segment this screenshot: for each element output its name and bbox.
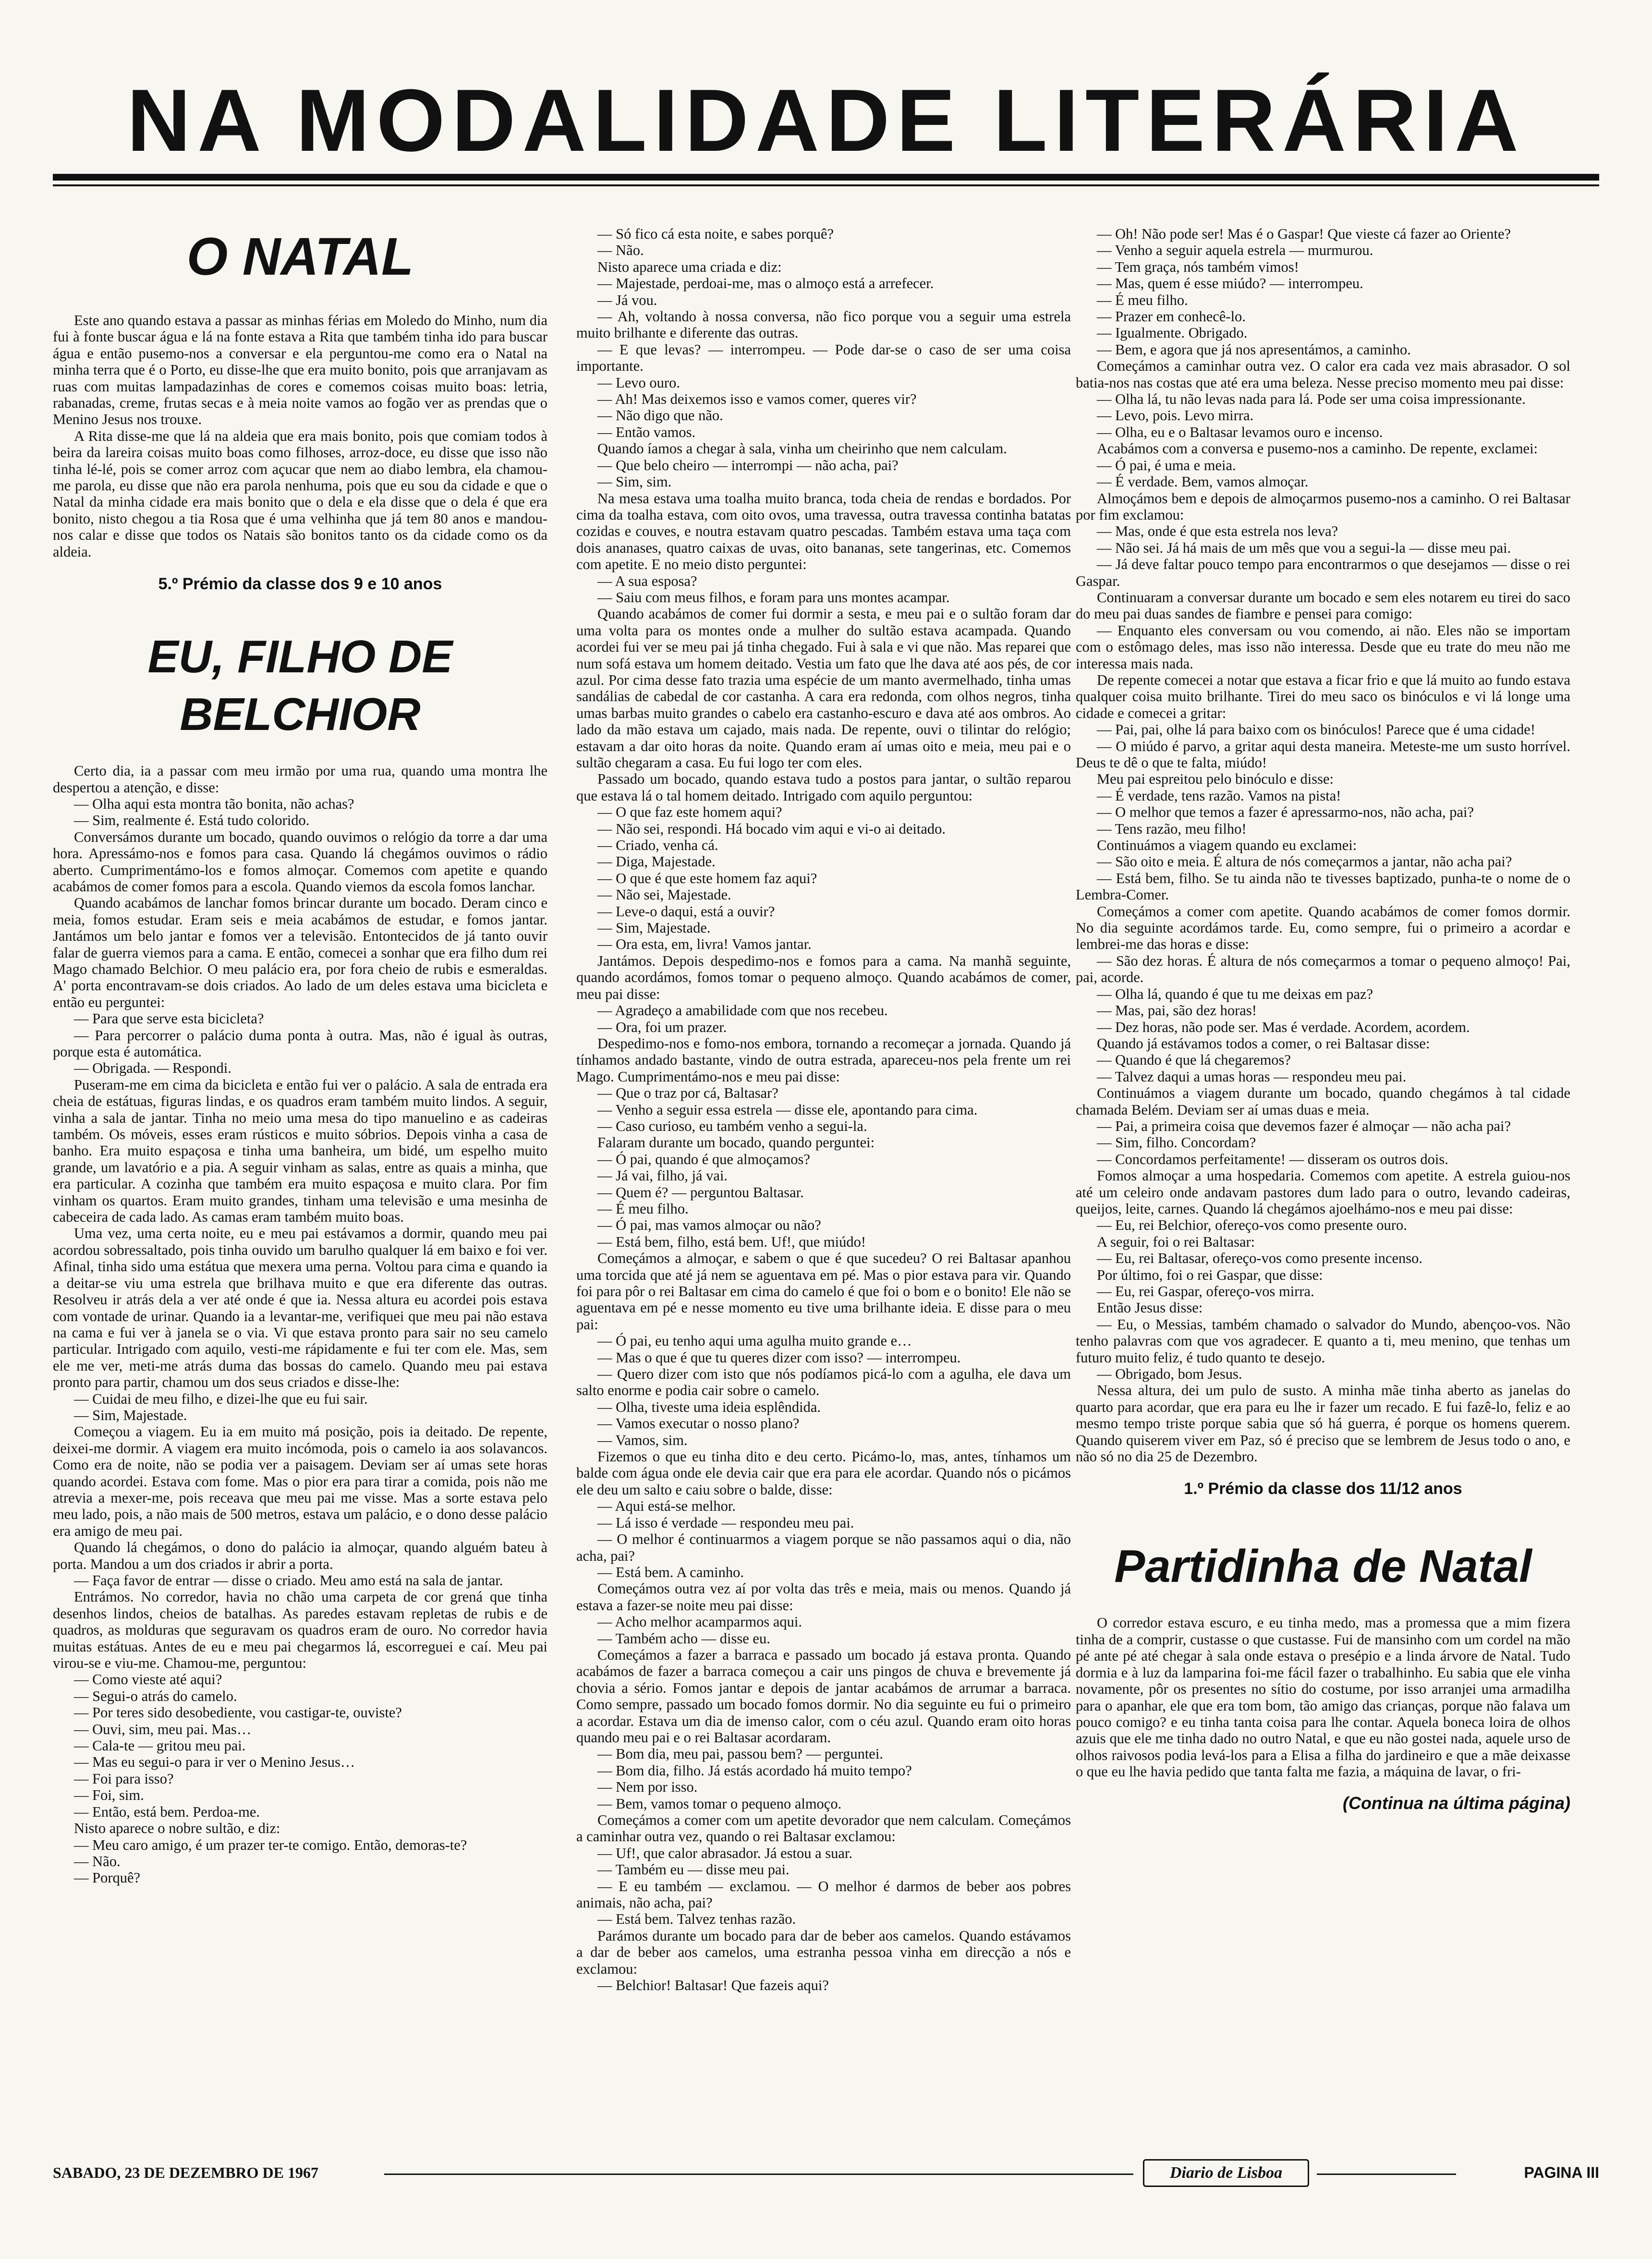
paragraph: — O que é que este homem faz aqui? — [597, 870, 817, 887]
paragraph: — Cala-te — gritou meu pai. — [74, 1737, 246, 1754]
paragraph: — Levo ouro. — [597, 374, 680, 391]
paragraph: Puseram-me em cima da bicicleta e então fui ver o palácio. A sala de entrada era cheia de estátuas, figuras lindas, e os quadros eram também muito lindos. A seguir, vinha a sala de jantar. Tinha no meio uma mesa do tipo manuelino e as cadeiras também. Os móveis, esses eram rústicos e muito sóbrios. Depois vinha a casa de banho. Era muito espaçosa e tinha uma banheira, um bidé, um espelho muito grande, um lavatório e a pia. A seguir vinham as salas, entre as quais a minha, que era particular. A cozinha que também era muito espaçosa e muito clara. Por fim vinham os quartos. Eram muito grandes, tinham uma televisão e uma mesinha de cabeceira de cada lado. As camas eram também muito boas. — [53, 1076, 547, 1226]
paragraph: Fizemos o que eu tinha dito e deu certo. Picámo-lo, mas, antes, tínhamos um balde com água onde ele devia cair que era para ele acordar. Quando nós o picámos ele deu um salto e caiu sobre o balde, disse: — [576, 1448, 1071, 1498]
paragraph: Quando acabámos de lanchar fomos brincar durante um bocado. Deram cinco e meia, fomos estudar. Eram seis e meia acabámos de estudar, e fomos jantar. Jantámos um belo jantar e fomos ver a televisão. Entontecidos de já tanto ouvir falar de guerra viemos para a cama. E então, comecei a sonhar que era filho dum rei Mago chamado Belchior. O meu palácio era, por fora cheio de rubis e esmeraldas. A' porta encontravam-se dois criados. Ao lado de um deles estava uma bicicleta e então eu perguntei: — [53, 895, 547, 1010]
paragraph: — Quero dizer com isto que nós podíamos picá-lo com a agulha, ele dava um salto enorme e podia cair sobre o camelo. — [576, 1366, 1071, 1399]
paragraph: — Quem é? — perguntou Baltasar. — [597, 1184, 804, 1201]
paragraph: Começámos a almoçar, e sabem o que é que sucedeu? O rei Baltasar apanhou uma torcida que até já nem se aguentava em pé. Mas o pior estava para vir. Quando foi para pôr o rei Baltasar em cima do camelo é que foi o bom e o bonito! Ele não se aguentava em pé e nesse momento eu tive uma brilhante ideia. E disse para o meu pai: — [576, 1250, 1071, 1333]
paragraph: — Está bem. A caminho. — [597, 1564, 744, 1580]
paragraph: — Saiu com meus filhos, e foram para uns montes acampar. — [597, 589, 950, 606]
paragraph: Conversámos durante um bocado, quando ouvimos o relógio da torre a dar uma hora. Apressámo-nos e fomos para casa. Quando lá chegámos ouvimos o rádio aberto. Cumprimentámo-los e fomos almoçar. Comemos com apetite e quando acabámos de comer fomos para a escola. Quando viemos da escola fomos lanchar. — [53, 828, 547, 895]
paragraph: — É verdade, tens razão. Vamos na pista! — [1097, 787, 1341, 804]
paragraph: — Eu, rei Belchior, ofereço-vos como presente ouro. — [1097, 1217, 1407, 1234]
paragraph: — Bem, vamos tomar o pequeno almoço. — [597, 1795, 842, 1812]
paragraph: — Prazer em conhecê-lo. — [1097, 308, 1246, 325]
article-title-partidinha-de-natal: Partidinha de Natal — [1114, 1541, 1532, 1592]
paragraph: — Levo, pois. Levo mirra. — [1097, 407, 1254, 424]
paragraph: Almoçámos bem e depois de almoçarmos pusemo-nos a caminho. O rei Baltasar por fim exclamou: — [1076, 490, 1570, 523]
paragraph: — E eu também — exclamou. — O melhor é darmos de beber aos pobres animais, não acha, pai? — [576, 1878, 1071, 1911]
paragraph: — Também acho — disse eu. — [597, 1630, 770, 1647]
paragraph: Continuámos a viagem durante um bocado, quando chegámos à tal cidade chamada Belém. Deviam ser aí umas duas e meia. — [1076, 1085, 1570, 1118]
paragraph: — Não. — [74, 1853, 121, 1870]
footer-rule-left — [384, 2174, 1133, 2175]
paragraph: Começou a viagem. Eu ia em muito má posição, pois ia deitado. De repente, deixei-me dormir. A viagem era muito incómoda, pois o camelo ia aos solavancos. Como era de noite, não se podia ver a paisagem. Deviam ser aí umas sete horas quando acordei. Estava com fome. Mas o pior era para tirar a comida, pois não me atrevia a mexer-me, pois receava que meu pai me visse. Mas a sorte estava pelo meu lado, pois, a não mais de 500 metros, estava um palácio, e o dono desse palácio era amigo de meu pai. — [53, 1423, 547, 1539]
paragraph: — A sua esposa? — [597, 572, 697, 589]
paragraph: — Então, está bem. Perdoa-me. — [74, 1803, 260, 1820]
paragraph: Acabámos com a conversa e pusemo-nos a caminho. De repente, exclamei: — [1097, 440, 1538, 457]
paragraph: — Mas eu segui-o para ir ver o Menino Jesus… — [74, 1754, 355, 1771]
paragraph: — Sim, filho. Concordam? — [1097, 1134, 1256, 1151]
paragraph: Na mesa estava uma toalha muito branca, toda cheia de rendas e bordados. Por cima da toalha estava, com oito ovos, uma travessa, outra travessa continha batatas cozidas e couves, e noutra estavam quatro pescadas. Também estava uma taça com dois ananases, quatro caixas de uvas, oito bananas, sete tangerinas, etc. Comemos com apetite. E no meio disto perguntei: — [576, 490, 1071, 573]
paragraph: Parámos durante um bocado para dar de beber aos camelos. Quando estávamos a dar de beber aos camelos, uma estranha pessoa vinha em direcção a nós e exclamou: — [576, 1927, 1071, 1977]
paragraph: Continuaram a conversar durante um bocado e sem eles notarem eu tirei do saco do meu pai duas sandes de fiambre e pensei para comigo: — [1076, 589, 1570, 622]
paragraph: — Ah, voltando à nossa conversa, não fico porque vou a seguir uma estrela muito brilhante e diferente das outras. — [576, 308, 1071, 341]
paragraph: — Tem graça, nós também vimos! — [1097, 258, 1299, 275]
paragraph: Começámos a caminhar outra vez. O calor era cada vez mais abrasador. O sol batia-nos nas costas que até era uma beleza. Nesse preciso momento meu pai disse: — [1076, 358, 1570, 391]
paragraph: — Mas, quem é esse miúdo? — interrompeu. — [1097, 275, 1363, 292]
paragraph: — Igualmente. Obrigado. — [1097, 325, 1248, 341]
paragraph: — Dez horas, não pode ser. Mas é verdade. Acordem, acordem. — [1097, 1019, 1470, 1035]
paragraph: Este ano quando estava a passar as minhas férias em Moledo do Minho, num dia fui à fonte buscar água e lá na fonte estava a Rita que também tinha ido para buscar água e então pusemo-nos a conversar e ela perguntou-me como era o Natal na minha terra que é o Porto, eu disse-lhe que era muito bonito, pois que arranjavam as ruas com muitas lampadazinhas de cores e comemos coisas muito boas: letria, rabanadas, creme, frutas secas e à meia noite vamos ao fogão ver as prendas que o Menino Jesus nos trouxe. — [53, 312, 547, 428]
paragraph: — Sim, sim. — [597, 474, 672, 490]
paragraph: Nisto aparece o nobre sultão, e diz: — [74, 1820, 280, 1837]
paragraph: — Também eu — disse meu pai. — [597, 1861, 790, 1878]
paragraph: — Já vou. — [597, 291, 657, 308]
paragraph: — Olha aqui esta montra tão bonita, não achas? — [74, 795, 354, 812]
paragraph: — Eu, rei Gaspar, ofereço-vos mirra. — [1097, 1283, 1314, 1300]
paragraph: — Leve-o daqui, está a ouvir? — [597, 903, 775, 920]
paragraph: — Venho a seguir aquela estrela — murmurou. — [1097, 242, 1373, 259]
paragraph: — Vamos executar o nosso plano? — [597, 1415, 800, 1432]
article-body-belchior-part1 — [53, 763, 547, 1886]
paragraph: — Não sei, Majestade. — [597, 887, 731, 903]
paragraph: — Sim, Majestade. — [74, 1407, 187, 1423]
paragraph: — Que belo cheiro — interrompi — não acha, pai? — [597, 457, 899, 474]
paragraph: — Não sei. Já há mais de um mês que vou a segui-la — disse meu pai. — [1097, 539, 1511, 556]
footer-page-number: PAGINA III — [1524, 2164, 1599, 2181]
footer-date: SABADO, 23 DE DEZEMBRO DE 1967 — [53, 2164, 318, 2181]
paragraph: — Belchior! Baltasar! Que fazeis aqui? — [597, 1977, 829, 1994]
prize-label-o-natal: 5.º Prémio da classe dos 9 e 10 anos — [158, 575, 442, 594]
paragraph: — Está bem, filho, está bem. Uf!, que miúdo! — [597, 1233, 866, 1250]
paragraph: — Cuidai de meu filho, e dizei-lhe que eu fui sair. — [74, 1390, 368, 1407]
paragraph: — Bem, e agora que já nos apresentámos, a caminho. — [1097, 341, 1411, 358]
paragraph: — Eu, o Messias, também chamado o salvador do Mundo, abençoo-vos. Não tenho palavras com que vos agradecer. E quanto a ti, meu menino, que tenhas um futuro muito feliz, é tudo quanto te desejo. — [1076, 1316, 1570, 1366]
paragraph: — Majestade, perdoai-me, mas o almoço está a arrefecer. — [597, 275, 934, 292]
paragraph: Jantámos. Depois despedimo-nos e fomos para a cama. Na manhã seguinte, quando acordámos, fomos tomar o pequeno almoço. Quando acabámos de comer, meu pai disse: — [576, 952, 1071, 1002]
paragraph: — Concordamos perfeitamente! — disseram os outros dois. — [1097, 1151, 1448, 1167]
paragraph: — Só fico cá esta noite, e sabes porquê? — [597, 226, 834, 242]
paragraph: — Talvez daqui a umas horas — respondeu meu pai. — [1097, 1068, 1407, 1085]
footer-rule-right — [1317, 2174, 1456, 2175]
paragraph: — São dez horas. É altura de nós começarmos a tomar o pequeno almoço! Pai, pai, acorde. — [1076, 952, 1570, 986]
paragraph: — Já deve faltar pouco tempo para encontrarmos o que desejamos — disse o rei Gaspar. — [1076, 556, 1570, 589]
article-title-o-natal: O NATAL — [186, 227, 414, 286]
paragraph: — Agradeço a amabilidade com que nos recebeu. — [597, 1002, 888, 1019]
column-3 — [1076, 226, 1570, 1814]
title-rule-bottom — [53, 184, 1599, 186]
paragraph: Quando lá chegámos, o dono do palácio ia almoçar, quando alguém bateu à porta. Mandou a um dos criados ir abrir a porta. — [53, 1539, 547, 1572]
paragraph: — É meu filho. — [597, 1200, 689, 1217]
article-body-belchior-part2 — [576, 226, 1071, 1993]
paragraph: — O melhor é continuarmos a viagem porque se não passamos aqui o dia, não acha, pai? — [576, 1531, 1071, 1564]
paragraph: — Lá isso é verdade — respondeu meu pai. — [597, 1514, 854, 1531]
paragraph: — Vamos, sim. — [597, 1432, 688, 1448]
paragraph: — Olha lá, quando é que tu me deixas em paz? — [1097, 985, 1373, 1002]
continuation-note: (Continua na última página) — [1343, 1793, 1570, 1813]
paragraph: — Faça favor de entrar — disse o criado. Meu amo está na sala de jantar. — [74, 1572, 503, 1589]
paragraph: Quando íamos a chegar à sala, vinha um cheirinho que nem calculam. — [597, 440, 1007, 457]
paragraph: — Diga, Majestade. — [597, 853, 716, 870]
paragraph: — Aqui está-se melhor. — [597, 1498, 736, 1515]
paragraph: — Olha, eu e o Baltasar levamos ouro e incenso. — [1097, 424, 1383, 440]
paragraph: — Bom dia, meu pai, passou bem? — perguntei. — [597, 1746, 883, 1762]
paragraph: — É verdade. Bem, vamos almoçar. — [1097, 474, 1309, 490]
paragraph: — Ó pai, eu tenho aqui uma agulha muito grande e… — [597, 1333, 912, 1349]
paragraph: — Meu caro amigo, é um prazer ter-te comigo. Então, demoras-te? — [74, 1836, 467, 1853]
paragraph: Começámos outra vez aí por volta das três e meia, mais ou menos. Quando já estava a fazer-se noite meu pai disse: — [576, 1580, 1071, 1614]
prize-label-belchior: 1.º Prémio da classe dos 11/12 anos — [1184, 1480, 1462, 1498]
paragraph: Uma vez, uma certa noite, eu e meu pai estávamos a dormir, quando meu pai acordou sobressaltado, pois tinha ouvido um barulho qualquer lá em baixo e foi ver. Afinal, tinha sido uma estátua que mexera uma perna. Voltou para cima e quando ia a deitar-se viu uma estrela que brilhava muito e que era diferente das outras. Resolveu ir atrás dela a ver até onde é que ia. Nessa altura eu acordei pois estava com vontade de urinar. Quando ia a levantar-me, verifiquei que meu pai não estava na cama e fui ver à janela se o via. Vi que estava pronto para sair no seu camelo particular. Intrigado com aquilo, vesti-me rápidamente e fui ter com ele. Mas, sem ele me ver, meti-me atrás duma das bossas do camelo. Quando meu pai estava pronto para partir, chamou um dos seus criados e disse-lhe: — [53, 1225, 547, 1391]
paragraph: Nessa altura, dei um pulo de susto. A minha mãe tinha aberto as janelas do quarto para acordar, que era para eu lhe ir fazer um recado. E fui fazê-lo, feliz e ao mesmo tempo triste porque sabia que só há guerra, é porque os homens querem. Quando quiserem viver em Paz, só é preciso que se lembrem de Jesus todo o ano, e não só no dia 25 de Dezembro. — [1076, 1382, 1570, 1465]
paragraph: — Porquê? — [74, 1870, 141, 1886]
paragraph: — Ora, foi um prazer. — [597, 1019, 727, 1035]
paragraph: — Ó pai, é uma e meia. — [1097, 457, 1236, 474]
section-title: NA MODALIDADE LITERÁRIA — [127, 71, 1525, 170]
article-body-o-natal — [53, 312, 547, 560]
title-rule-top — [53, 174, 1599, 181]
page-footer — [53, 2157, 1599, 2191]
newspaper-logo: Diario de Lisboa — [1143, 2159, 1309, 2187]
paragraph: Quando acabámos de comer fui dormir a sesta, e meu pai e o sultão foram dar uma volta para os montes onde a mulher do sultão estava acampada. Quando acordei fui ver se meu pai já tinha chegado. Fui à sala e vi que não. Mas reparei que num sofá estava um homem deitado. Vestia um fato que lhe dava até aos pés, de cor azul. Por cima desse fato trazia uma espécie de um manto avermelhado, tinha umas sandálias de cabedal de cor castanha. A cara era redonda, com olhos negros, tinha umas barbas muito grandes o cabelo era castanho-escuro e dava até aos ombros. Ao lado da mão estava um cajado, mais nada. De repente, ouvi o tilintar do relógio; estavam a dar oito horas da noite. Quando eram aí umas oito e meia, meu pai e o sultão chegaram a casa. Eu fui logo ter com eles. — [576, 606, 1071, 771]
paragraph: — Ora esta, em, livra! Vamos jantar. — [597, 936, 812, 953]
paragraph: — Bom dia, filho. Já estás acordado há muito tempo? — [597, 1762, 912, 1779]
paragraph: — Está bem. Talvez tenhas razão. — [597, 1911, 796, 1928]
paragraph: A seguir, foi o rei Baltasar: — [1097, 1233, 1255, 1250]
paragraph: — Enquanto eles conversam ou vou comendo, ai não. Eles não se importam com o estômago deles, mas isso não interessa. Desde que eu trate do meu não me interessa mais nada. — [1076, 622, 1570, 672]
paragraph: — Nem por isso. — [597, 1779, 698, 1796]
paragraph: — Está bem, filho. Se tu ainda não te tivesses baptizado, punha-te o nome de o Lembra-Comer. — [1076, 870, 1570, 903]
paragraph: Certo dia, ia a passar com meu irmão por uma rua, quando uma montra lhe despertou a atenção, e disse: — [53, 763, 547, 796]
paragraph: — Não sei, respondi. Há bocado vim aqui e vi-o ai deitado. — [597, 820, 946, 837]
paragraph: — Ah! Mas deixemos isso e vamos comer, queres vir? — [597, 391, 917, 408]
paragraph: — Não. — [597, 242, 644, 259]
paragraph: — É meu filho. — [1097, 291, 1188, 308]
paragraph: — Oh! Não pode ser! Mas é o Gaspar! Que vieste cá fazer ao Oriente? — [1097, 226, 1511, 242]
article-body-partidinha — [1076, 1615, 1570, 1780]
paragraph: Entrámos. No corredor, havia no chão uma carpeta de cor grená que tinha desenhos lindos, cheios de batalhas. As paredes estavam repletas de rubis e de quadros, as molduras que seguravam os quadros eram de ouro. No corredor havia muitas estátuas. Antes de eu e meu pai chegarmos lá, escorreguei e caí. Meu pai virou-se e viu-me. Chamou-me, perguntou: — [53, 1589, 547, 1672]
paragraph: — Quando é que lá chegaremos? — [1097, 1052, 1291, 1069]
paragraph: — Já vai, filho, já vai. — [597, 1167, 728, 1184]
paragraph: — O miúdo é parvo, a gritar aqui desta maneira. Meteste-me um susto horrível. Deus te dê o que te falta, miúdo! — [1076, 738, 1570, 771]
paragraph: — Olha, tiveste uma ideia esplêndida. — [597, 1398, 821, 1415]
paragraph: — Eu, rei Baltasar, ofereço-vos como presente incenso. — [1097, 1250, 1422, 1267]
paragraph: — O que faz este homem aqui? — [597, 804, 782, 821]
column-2 — [576, 226, 1071, 1993]
paragraph: Falaram durante um bocado, quando perguntei: — [597, 1134, 875, 1151]
paragraph: — Mas, onde é que esta estrela nos leva? — [1097, 523, 1338, 540]
paragraph: — Então vamos. — [597, 424, 696, 440]
paragraph: Despedimo-nos e fomo-nos embora, tornando a recomeçar a jornada. Quando já tínhamos andado bastante, vindo de outra estrada, apareceu-nos pela frente um rei Mago. Cumprimentámo-nos e meu pai disse: — [576, 1035, 1071, 1085]
paragraph: — Ó pai, mas vamos almoçar ou não? — [597, 1217, 821, 1234]
paragraph: — Pai, a primeira coisa que devemos fazer é almoçar — não acha pai? — [1097, 1117, 1511, 1134]
paragraph: Quando já estávamos todos a comer, o rei Baltasar disse: — [1097, 1035, 1430, 1052]
paragraph: — Que o traz por cá, Baltasar? — [597, 1085, 778, 1102]
paragraph: Por último, foi o rei Gaspar, que disse: — [1097, 1266, 1323, 1283]
paragraph: — Acho melhor acamparmos aqui. — [597, 1614, 802, 1630]
article-title-eu-filho-de-belchior: EU, FILHO DE BELCHIOR — [147, 631, 453, 741]
paragraph: — Venho a seguir essa estrela — disse ele, apontando para cima. — [597, 1101, 978, 1118]
paragraph: — Para que serve esta bicicleta? — [74, 1010, 264, 1027]
paragraph: — Caso curioso, eu também venho a segui-la. — [597, 1117, 867, 1134]
paragraph: — Obrigada. — Respondi. — [74, 1060, 231, 1077]
paragraph: Começámos a comer com apetite. Quando acabámos de comer fomos dormir. No dia seguinte acordámos tarde. Eu, como sempre, fui o primeiro a acordar e lembrei-me das horas e disse: — [1076, 903, 1570, 953]
paragraph: A Rita disse-me que lá na aldeia que era mais bonito, pois que comiam todos à beira da lareira coisas muito boas como filhoses, arroz-doce, eu disse que isso não tinha lé-lé, pois se comer arroz com açucar que nem ao diabo lembra, ela chamou-me parola, eu disse que não era parola nenhuma, pois que eu sou da cidade e que o Natal da minha cidade era mais bonito que o dela e ela disse que o dela é que era bonito, nisto chegou a tia Rosa que é uma velhinha que já tem 80 anos e mandou-nos calar e disse que todos os Natais são bonitos tanto os da cidade como os da aldeia. — [53, 427, 547, 560]
paragraph: — Obrigado, bom Jesus. — [1097, 1366, 1242, 1383]
paragraph: — Como vieste até aqui? — [74, 1671, 222, 1688]
paragraph: — Uf!, que calor abrasador. Já estou a suar. — [597, 1845, 853, 1861]
paragraph: — Tens razão, meu filho! — [1097, 820, 1247, 837]
paragraph: Começámos a comer com um apetite devorador que nem calculam. Começámos a caminhar outra vez, quando o rei Baltasar exclamou: — [576, 1812, 1071, 1845]
paragraph: Continuámos a viagem quando eu exclamei: — [1097, 837, 1357, 854]
paragraph: — E que levas? — interrompeu. — Pode dar-se o caso de ser uma coisa importante. — [576, 341, 1071, 375]
paragraph: — Foi para isso? — [74, 1770, 174, 1787]
paragraph: — Pai, pai, olhe lá para baixo com os binóculos! Parece que é uma cidade! — [1097, 721, 1535, 738]
paragraph: Começámos a fazer a barraca e passado um bocado já estava pronta. Quando acabámos de fazer a barraca começou a cair uns pingos de chuva e brevemente já chovia a sério. Fomos jantar e depois de jantar acabámos de arrumar a barraca. Como sempre, passado um bocado fomos dormir. No dia seguinte eu fui o primeiro a acordar. Estava um dia de imenso calor, com o céu azul. Quando eram oito horas quando meu pai e o rei Baltasar acordaram. — [576, 1646, 1071, 1746]
paragraph: Nisto aparece uma criada e diz: — [597, 258, 782, 275]
paragraph: Então Jesus disse: — [1097, 1300, 1203, 1316]
paragraph: — Para percorrer o palácio duma ponta à outra. Mas, não é igual às outras, porque esta é automática. — [53, 1027, 547, 1060]
paragraph: — O melhor que temos a fazer é apressarmo-nos, não acha, pai? — [1097, 804, 1474, 821]
paragraph: — Ó pai, quando é que almoçamos? — [597, 1151, 810, 1167]
paragraph: — São oito e meia. É altura de nós começarmos a jantar, não acha pai? — [1097, 853, 1512, 870]
article-body-belchior-part3 — [1076, 226, 1570, 1465]
paragraph: — Foi, sim. — [74, 1787, 144, 1804]
paragraph: Fomos almoçar a uma hospedaria. Comemos com apetite. A estrela guiou-nos até um celeiro onde andavam pastores dum lado para o outro, levando cadeiras, queijos, leite, carnes. Quando lá chegámos ajoelhámo-nos e meu pai disse: — [1076, 1167, 1570, 1217]
paragraph: De repente comecei a notar que estava a ficar frio e que lá muito ao fundo estava qualquer coisa muito brilhante. Tirei do meu saco os binóculos e vi lá longe uma cidade e comecei a gritar: — [1076, 671, 1570, 721]
paragraph: — Sim, realmente é. Está tudo colorido. — [74, 812, 310, 829]
paragraph: — Ouvi, sim, meu pai. Mas… — [74, 1721, 252, 1737]
paragraph: Passado um bocado, quando estava tudo a postos para jantar, o sultão reparou que estava lá o tal homem deitado. Intrigado com aquilo perguntou: — [576, 771, 1071, 804]
paragraph: — Olha lá, tu não levas nada para lá. Pode ser uma coisa impressionante. — [1097, 391, 1526, 408]
paragraph: — Mas o que é que tu queres dizer com isso? — interrompeu. — [597, 1349, 961, 1366]
paragraph: — Por teres sido desobediente, vou castigar-te, ouviste? — [74, 1704, 402, 1721]
paragraph: — Segui-o atrás do camelo. — [74, 1688, 237, 1704]
paragraph: Meu pai espreitou pelo binóculo e disse: — [1097, 771, 1334, 788]
paragraph: O corredor estava escuro, e eu tinha medo, mas a promessa que a mim fizera tinha de a comprir, custasse o que custasse. Fui de mansinho com um cordel na mão pé ante pé até chegar à sala onde estava o presépio e a linda árvore de Natal. Tudo dormia e à luz da lamparina foi-me fácil fazer o trabalhinho. Eu sabia que ele vinha novamente, pôr os presentes no sítio do costume, por isso arranjei uma armadilha para o apanhar, ele que era tom bom, tão amigo das crianças, porque não falava um pouco comigo? e eu tinha tanta coisa para lhe contar. Aquela boneca loira de olhos azuis que ele me tinha dado no outro Natal, e que eu não gostei nada, aquele urso de olhos raivosos podia levá-los para a Elisa a filha do jardineiro e que a mãe deixasse o que eu lhe havia pedido que tanta falta me fazia, a máquina de lavar, o fri- — [1076, 1615, 1570, 1780]
paragraph: — Mas, pai, são dez horas! — [1097, 1002, 1257, 1019]
column-1 — [53, 226, 547, 1886]
paragraph: — Criado, venha cá. — [597, 837, 718, 854]
paragraph: — Não digo que não. — [597, 407, 723, 424]
paragraph: — Sim, Majestade. — [597, 920, 711, 936]
